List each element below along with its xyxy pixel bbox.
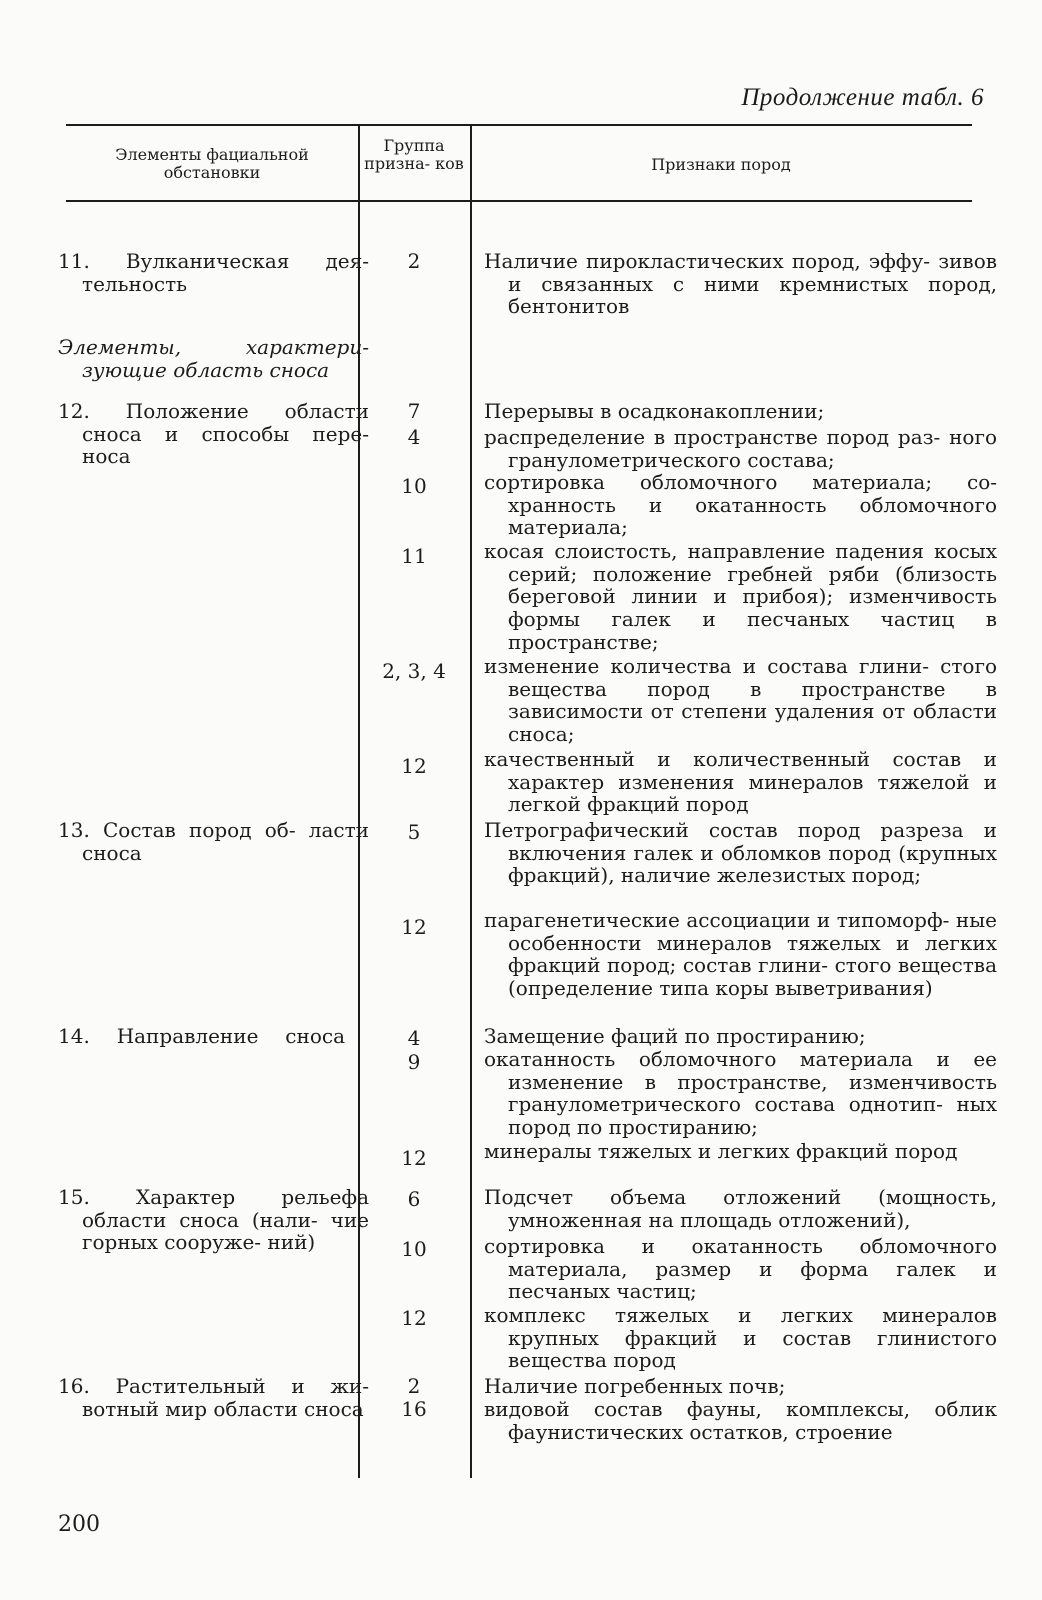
row-13-group-a: 5: [407, 820, 421, 844]
row-11-group: 2: [407, 249, 421, 273]
row-11-features: Наличие пирокластических пород, эффу- зивов и связанных с ними кремнистых пород, бентонитов: [484, 249, 997, 319]
row-14-group-b: 9: [407, 1050, 421, 1074]
row-13-group-b: 12: [401, 915, 427, 939]
row-12-features-f: качественный и количественный состав и характер изменения минералов тяжелой и легкой фракций пород: [484, 747, 997, 817]
row-12-features-d: косая слоистость, направление падения косых серий; положение гребней ряби (близость береговой линии и прибоя); изменчивость формы галек и песчаных частиц в пространстве;: [484, 539, 997, 654]
row-12-group-c: 10: [401, 474, 427, 498]
row-11-element: 11. Вулканическая дея- тельность: [58, 249, 369, 296]
row-12-element: 12. Положение области сноса и способы пере- носа: [58, 399, 369, 469]
row-12-group-e: 2, 3, 4: [382, 659, 446, 683]
column-divider-1: [358, 126, 360, 1478]
row-12-group-d: 11: [401, 544, 427, 568]
row-13-features-a: Петрографический состав пород разреза и включения галек и обломков пород (крупных фракций), наличие железистых пород;: [484, 818, 997, 888]
row-12-features-b: распределение в пространстве пород раз- ного гранулометрического состава;: [484, 425, 997, 472]
row-15-group-c: 12: [401, 1306, 427, 1330]
table-caption: Продолжение табл. 6: [741, 84, 984, 111]
header-rock-features: Признаки пород: [651, 155, 791, 174]
row-14-group-c: 12: [401, 1146, 427, 1170]
row-14-features-a: Замещение фаций по простиранию;: [484, 1024, 866, 1048]
row-12-group-a: 7: [407, 399, 421, 423]
row-14-features-b: окатанность обломочного материала и ее изменение в пространстве, изменчивость гранулометрического состава однотип- ных пород по простиранию;: [484, 1047, 997, 1140]
header-rule: [66, 200, 972, 202]
row-16-group-b: 16: [401, 1397, 427, 1421]
row-13-features-b: парагенетические ассоциации и типоморф- ные особенности минералов тяжелых и легких фракций пород; состав глини- стого вещества (определение типа коры выветривания): [484, 908, 997, 1001]
row-15-features-a: Подсчет объема отложений (мощность, умноженная на площадь отложений),: [484, 1185, 997, 1232]
row-15-group-a: 6: [407, 1187, 421, 1211]
row-15-element: 15. Характер рельефа области сноса (нали- чие горных сооруже- ний): [58, 1185, 369, 1255]
row-12-group-b: 4: [407, 425, 421, 449]
row-15-features-b: сортировка и окатанность обломочного материала, размер и форма галек и песчаных частиц;: [484, 1234, 997, 1304]
row-15-group-b: 10: [401, 1237, 427, 1261]
header-feature-group: Группа призна- ков: [364, 136, 464, 173]
header-facial-elements: Элементы фациальной обстановки: [115, 145, 309, 182]
page-number: 200: [58, 1512, 100, 1537]
row-12-features-e: изменение количества и состава глини- стого вещества пород в пространстве в зависимости от степени удаления от области сноса;: [484, 654, 997, 747]
row-16-features-a: Наличие погребенных почв;: [484, 1374, 786, 1398]
row-15-features-c: комплекс тяжелых и легких минералов крупных фракций и состав глинистого вещества пород: [484, 1303, 997, 1373]
row-16-features-b: видовой состав фауны, комплексы, облик фаунистических остатков, строение: [484, 1397, 997, 1444]
row-12-group-f: 12: [401, 754, 427, 778]
row-14-element: 14. Направление сноса: [58, 1024, 345, 1048]
row-14-group-a: 4: [407, 1026, 421, 1050]
row-16-element: 16. Растительный и жи- вотный мир области сноса: [58, 1374, 369, 1421]
row-13-element: 13. Состав пород об- ласти сноса: [58, 818, 369, 865]
row-12-features-c: сортировка обломочного материала; со- хранность и окатанность обломочного материала;: [484, 470, 997, 540]
section-heading-source-area: Элементы, характери- зующие область сноса: [58, 335, 369, 382]
top-rule: [66, 124, 972, 126]
row-14-features-c: минералы тяжелых и легких фракций пород: [484, 1139, 958, 1163]
row-12-features-a: Перерывы в осадконакоплении;: [484, 399, 825, 423]
column-divider-2: [470, 126, 472, 1478]
row-16-group-a: 2: [407, 1374, 421, 1398]
